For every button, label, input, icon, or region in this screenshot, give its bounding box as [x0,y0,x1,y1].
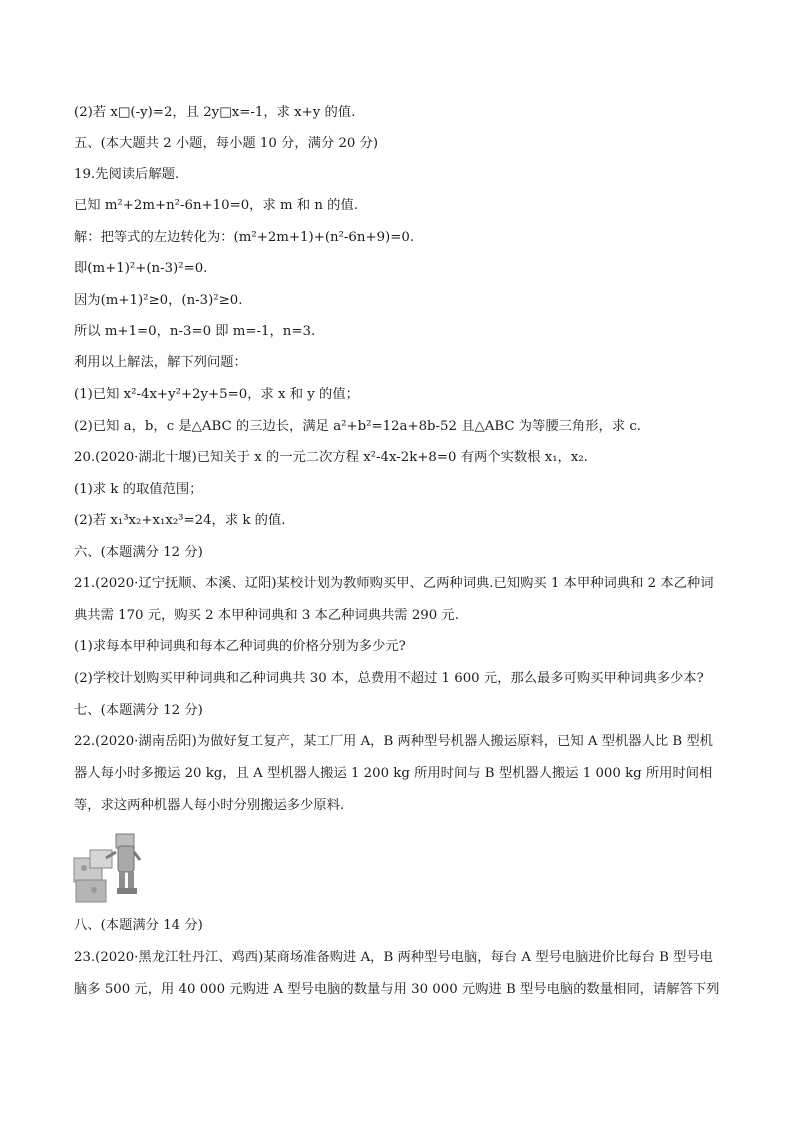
problem-23-line-1: 23.(2020·黑龙江牡丹江、鸡西)某商场准备购进 A，B 两种型号电脑，每台 A 型号电脑进价比每台 B 型号电 [74,950,713,965]
problem-19-solution-step3: 因为(m+1)²≥0，(n-3)²≥0. [74,293,243,308]
problem-22-line-3: 等，求这两种机器人每小时分别搬运多少原料. [74,798,345,813]
problem-22-line-1: 22.(2020·湖南岳阳)为做好复工复产，某工厂用 A，B 两种型号机器人搬运原料，已知 A 型机器人比 B 型机 [74,734,713,749]
section-8-heading: 八、(本题满分 14 分) [74,918,203,933]
problem-21-part-2: (2)学校计划购买甲种词典和乙种词典共 30 本，总费用不超过 1 600 元，那么最多可购买甲种词典多少本? [74,671,704,686]
problem-21-line-2: 典共需 170 元，购买 2 本甲种词典和 3 本乙种词典共需 290 元. [74,608,459,623]
problem-19-solution-step2: 即(m+1)²+(n-3)²=0. [74,261,208,276]
problem-18-part-2: (2)若 x□(-y)=2，且 2y□x=-1，求 x+y 的值. [74,105,356,120]
problem-22-line-2: 器人每小时多搬运 20 kg，且 A 型机器人搬运 1 200 kg 所用时间与 B 型机器人搬运 1 000 kg 所用时间相 [74,766,713,781]
problem-19-part-2: (2)已知 a，b，c 是△ABC 的三边长，满足 a²+b²=12a+8b-52 且△ABC 为等腰三角形，求 c. [74,419,642,434]
problem-19-instruction: 利用以上解法，解下列问题： [74,355,247,370]
problem-19-title: 19.先阅读后解题. [74,167,180,182]
problem-19-given: 已知 m²+2m+n²-6n+10=0，求 m 和 n 的值. [74,198,358,213]
problem-19-part-1: (1)已知 x²-4x+y²+2y+5=0，求 x 和 y 的值； [74,387,359,402]
problem-21-line-1: 21.(2020·辽宁抚顺、本溪、辽阳)某校计划为教师购买甲、乙两种词典.已知购买 1 本甲种词典和 2 本乙种词 [74,576,714,591]
problem-19-solution-step1: 解：把等式的左边转化为：(m²+2m+1)+(n²-6n+9)=0. [74,230,415,245]
section-7-heading: 七、(本题满分 12 分) [74,703,203,718]
section-5-heading: 五、(本大题共 2 小题，每小题 10 分，满分 20 分) [74,136,379,151]
problem-20-title: 20.(2020·湖北十堰)已知关于 x 的一元二次方程 x²-4x-2k+8=0 有两个实数根 x₁，x₂. [74,450,588,465]
problem-20-part-2: (2)若 x₁³x₂+x₁x₂³=24，求 k 的值. [74,513,286,528]
section-6-heading: 六、(本题满分 12 分) [74,545,203,560]
robot-carrying-boxes-illustration [72,828,144,904]
problem-21-part-1: (1)求每本甲种词典和每本乙种词典的价格分别为多少元? [74,639,406,654]
problem-19-solution-step4: 所以 m+1=0，n-3=0 即 m=-1，n=3. [74,324,316,339]
problem-20-part-1: (1)求 k 的取值范围； [74,482,203,497]
problem-23-line-2: 脑多 500 元，用 40 000 元购进 A 型号电脑的数量与用 30 000 元购进 B 型号电脑的数量相同，请解答下列 [74,982,720,997]
